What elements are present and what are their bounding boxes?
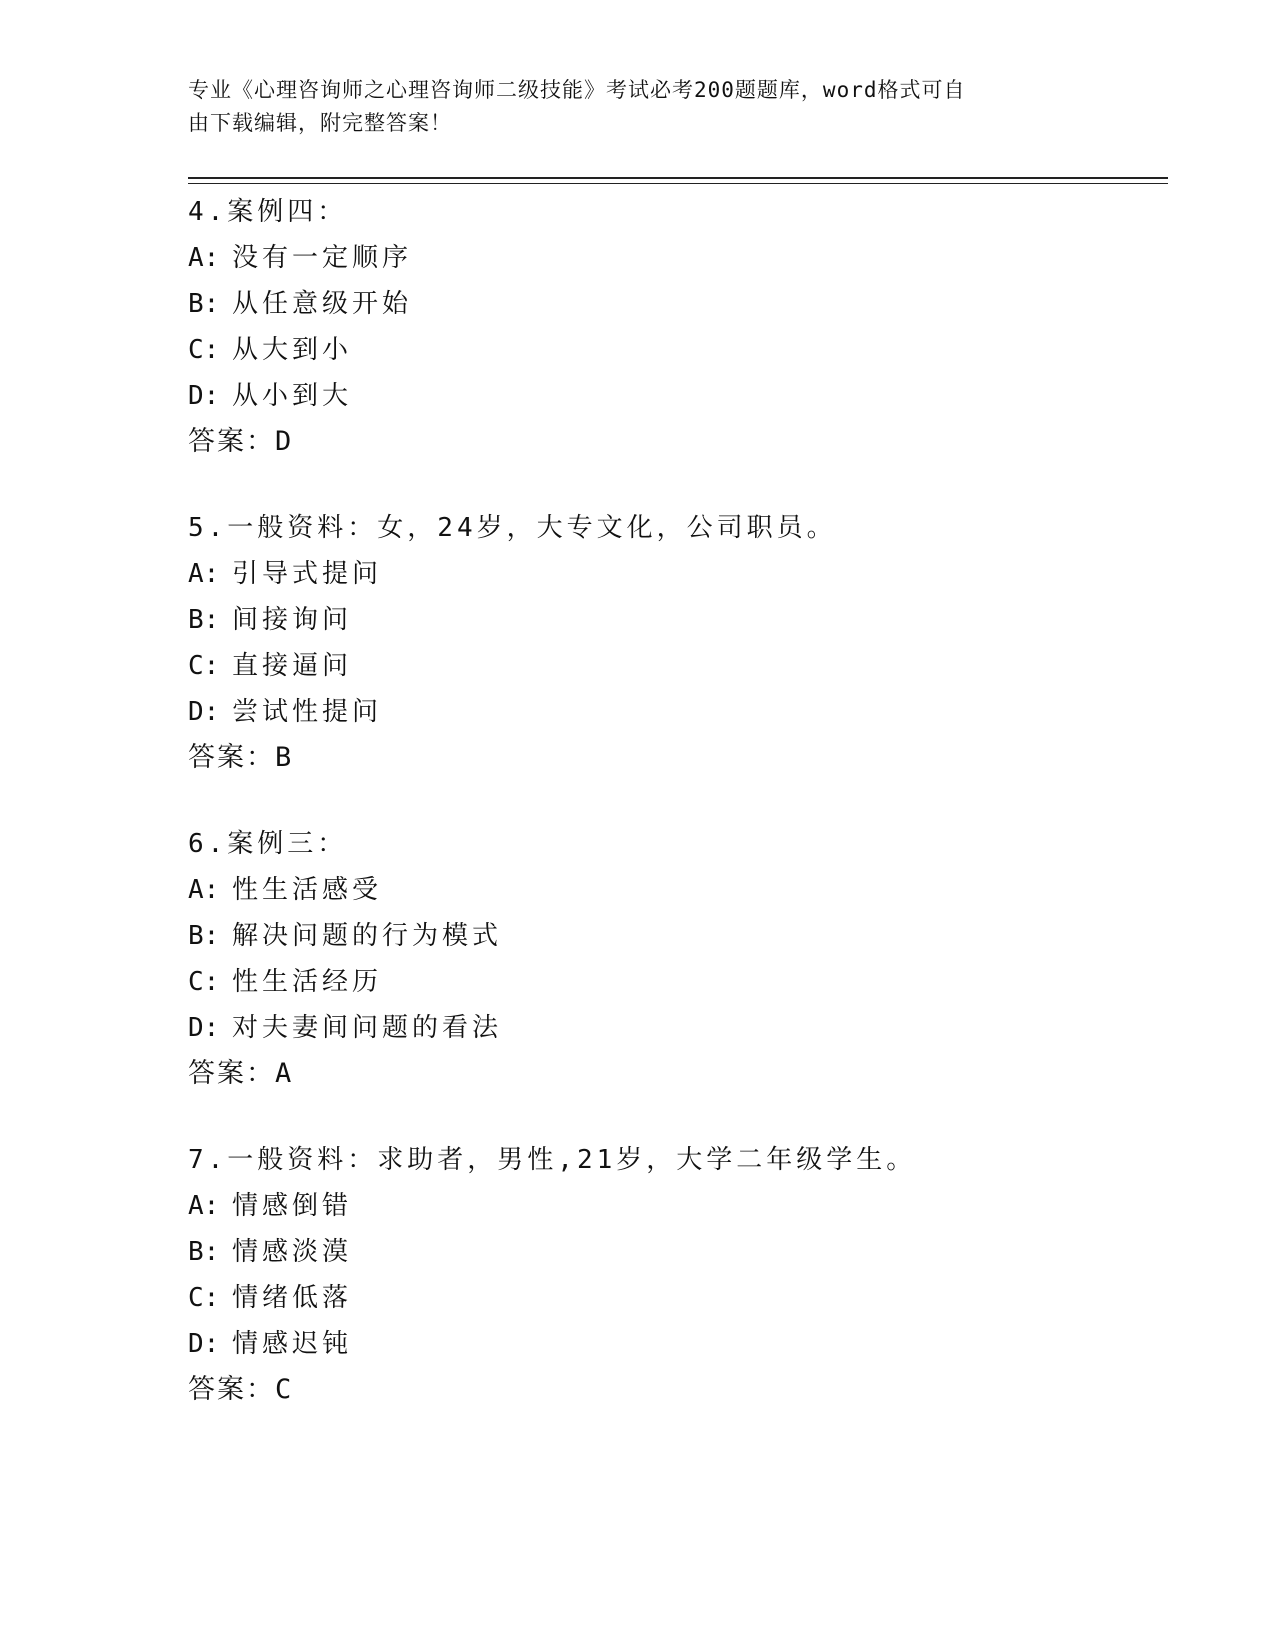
option-d bbox=[188, 1321, 1168, 1367]
option-letter: B: bbox=[188, 921, 220, 951]
option-c bbox=[188, 959, 1168, 1005]
option-letter: A: bbox=[188, 559, 220, 589]
option-text: 解决问题的行为模式 bbox=[232, 921, 503, 951]
option-d bbox=[188, 373, 1168, 419]
option-c bbox=[188, 1275, 1168, 1321]
option-text: 情感倒错 bbox=[232, 1191, 353, 1221]
option-letter: A: bbox=[188, 1191, 220, 1221]
question-stem: 6.案例三： bbox=[188, 829, 348, 859]
answer-line: 答案：D bbox=[188, 426, 294, 457]
option-text: 间接询问 bbox=[232, 605, 353, 635]
option-text: 从大到小 bbox=[232, 335, 353, 365]
option-a bbox=[188, 551, 1168, 597]
question-item bbox=[188, 821, 1168, 1097]
option-letter: B: bbox=[188, 1237, 220, 1267]
option-c bbox=[188, 327, 1168, 373]
header-line-2: 由下载编辑，附完整答案！ bbox=[188, 111, 452, 135]
header-divider-thin bbox=[188, 183, 1168, 184]
question-item bbox=[188, 505, 1168, 781]
option-text: 尝试性提问 bbox=[232, 697, 383, 727]
option-letter: C: bbox=[188, 651, 220, 681]
answer-line: 答案：C bbox=[188, 1374, 294, 1405]
option-text: 情绪低落 bbox=[232, 1283, 353, 1313]
option-letter: A: bbox=[188, 243, 220, 273]
option-a bbox=[188, 1183, 1168, 1229]
question-list bbox=[188, 189, 1168, 1453]
option-a bbox=[188, 867, 1168, 913]
question-item bbox=[188, 1137, 1168, 1413]
option-letter: B: bbox=[188, 605, 220, 635]
option-letter: C: bbox=[188, 967, 220, 997]
answer-line: 答案：A bbox=[188, 1058, 294, 1089]
header-line-1: 专业《心理咨询师之心理咨询师二级技能》考试必考200题题库，word格式可自 bbox=[188, 78, 966, 102]
option-letter: D: bbox=[188, 1013, 220, 1043]
document-header bbox=[188, 74, 1068, 140]
question-stem: 7.一般资料：求助者，男性,21岁，大学二年级学生。 bbox=[188, 1145, 917, 1175]
option-text: 情感迟钝 bbox=[232, 1329, 353, 1359]
option-text: 直接逼问 bbox=[232, 651, 353, 681]
question-stem: 4.案例四： bbox=[188, 197, 348, 227]
option-letter: D: bbox=[188, 1329, 220, 1359]
option-letter: C: bbox=[188, 335, 220, 365]
option-b bbox=[188, 913, 1168, 959]
answer-line: 答案：B bbox=[188, 742, 294, 773]
option-d bbox=[188, 1005, 1168, 1051]
header-divider-thick bbox=[188, 177, 1168, 179]
option-b bbox=[188, 281, 1168, 327]
option-letter: B: bbox=[188, 289, 220, 319]
option-b bbox=[188, 1229, 1168, 1275]
option-c bbox=[188, 643, 1168, 689]
option-text: 引导式提问 bbox=[232, 559, 383, 589]
option-letter: C: bbox=[188, 1283, 220, 1313]
option-letter: D: bbox=[188, 381, 220, 411]
option-a bbox=[188, 235, 1168, 281]
option-text: 从任意级开始 bbox=[232, 289, 413, 319]
question-item bbox=[188, 189, 1168, 465]
option-letter: D: bbox=[188, 697, 220, 727]
option-text: 没有一定顺序 bbox=[232, 243, 413, 273]
option-text: 对夫妻间问题的看法 bbox=[232, 1013, 503, 1043]
option-text: 性生活经历 bbox=[232, 967, 383, 997]
option-d bbox=[188, 689, 1168, 735]
option-text: 性生活感受 bbox=[232, 875, 383, 905]
option-text: 情感淡漠 bbox=[232, 1237, 353, 1267]
option-letter: A: bbox=[188, 875, 220, 905]
option-b bbox=[188, 597, 1168, 643]
question-stem: 5.一般资料：女，24岁，大专文化，公司职员。 bbox=[188, 513, 837, 543]
option-text: 从小到大 bbox=[232, 381, 353, 411]
